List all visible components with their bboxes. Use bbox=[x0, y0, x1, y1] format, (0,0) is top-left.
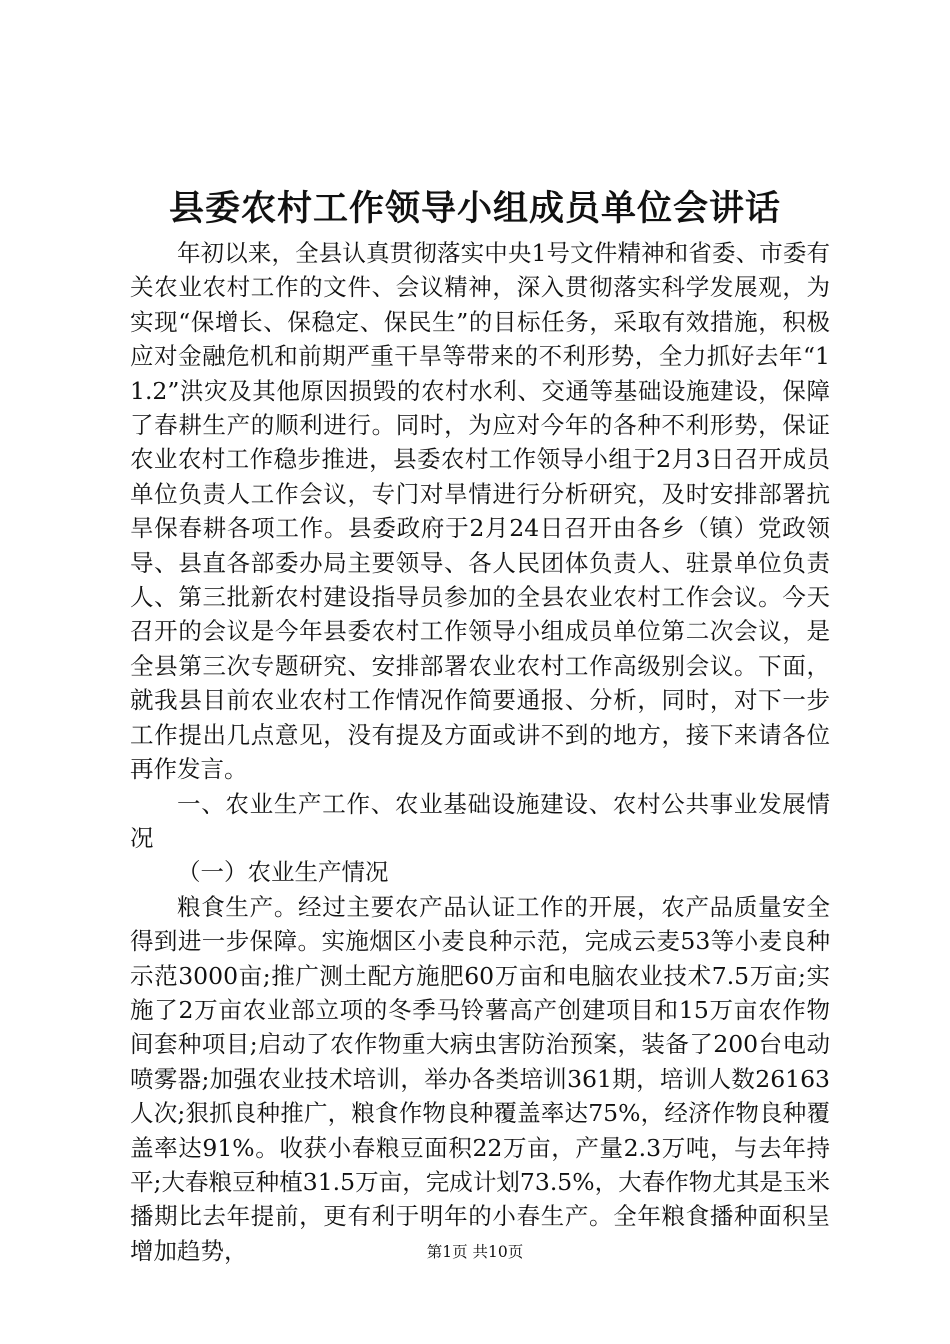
paragraph-grain-production: 粮食生产。经过主要农产品认证工作的开展，农产品质量安全得到进一步保障。实施烟区小麦良种示范，完成云麦53等小麦良种示范3000亩;推广测土配方施肥60万亩和电脑农业技术7.5万亩;实施了2万亩农业部立项的冬季马铃薯高产创建项目和15万亩农作物间套种项目;启动了农作物重大病虫害防治预案，装备了200台电动喷雾器;加强农业技术培训，举办各类培训361期，培训人数26163人次;狠抓良种推广，粮食作物良种覆盖率达75%，经济作物良种覆盖率达91%。收获小春粮豆面积22万亩，产量2.3万吨，与去年持平;大春粮豆种植31.5万亩，完成计划73.5%，大春作物尤其是玉米播期比去年提前，更有利于明年的小春生产。全年粮食播种面积呈增加趋势， bbox=[130, 892, 830, 1265]
paragraph-intro: 年初以来，全县认真贯彻落实中央1号文件精神和省委、市委有关农业农村工作的文件、会议精神，深入贯彻落实科学发展观，为实现“保增长、保稳定、保民生”的目标任务，采取有效措施，积极应对金融危机和前期严重干旱等带来的不利形势，全力抓好去年“11.2”洪灾及其他原因损毁的农村水利、交通等基础设施建设，保障了春耕生产的顺利进行。同时，为应对今年的各种不利形势，保证农业农村工作稳步推进，县委农村工作领导小组于2月3日召开成员单位负责人工作会议，专门对旱情进行分析研究，及时安排部署抗旱保春耕各项工作。县委政府于2月24日召开由各乡（镇）党政领导、县直各部委办局主要领导、各人民团体负责人、驻景单位负责人、第三批新农村建设指导员参加的全县农业农村工作会议。今天召开的会议是今年县委农村工作领导小组成员单位第二次会议，是全县第三次专题研究、安排部署农业农村工作高级别会议。下面，就我县目前农业农村工作情况作简要通报、分析，同时，对下一步工作提出几点意见，没有提及方面或讲不到的地方，接下来请各位再作发言。 bbox=[130, 239, 830, 784]
document-title: 县委农村工作领导小组成员单位会讲话 bbox=[168, 188, 781, 229]
section-heading: 一、农业生产工作、农业基础设施建设、农村公共事业发展情况 bbox=[130, 789, 830, 852]
page-number-footer: 第1页 共10页 bbox=[426, 1243, 524, 1261]
subsection-heading: （一）农业生产情况 bbox=[177, 858, 389, 887]
document-body bbox=[130, 236, 830, 1268]
